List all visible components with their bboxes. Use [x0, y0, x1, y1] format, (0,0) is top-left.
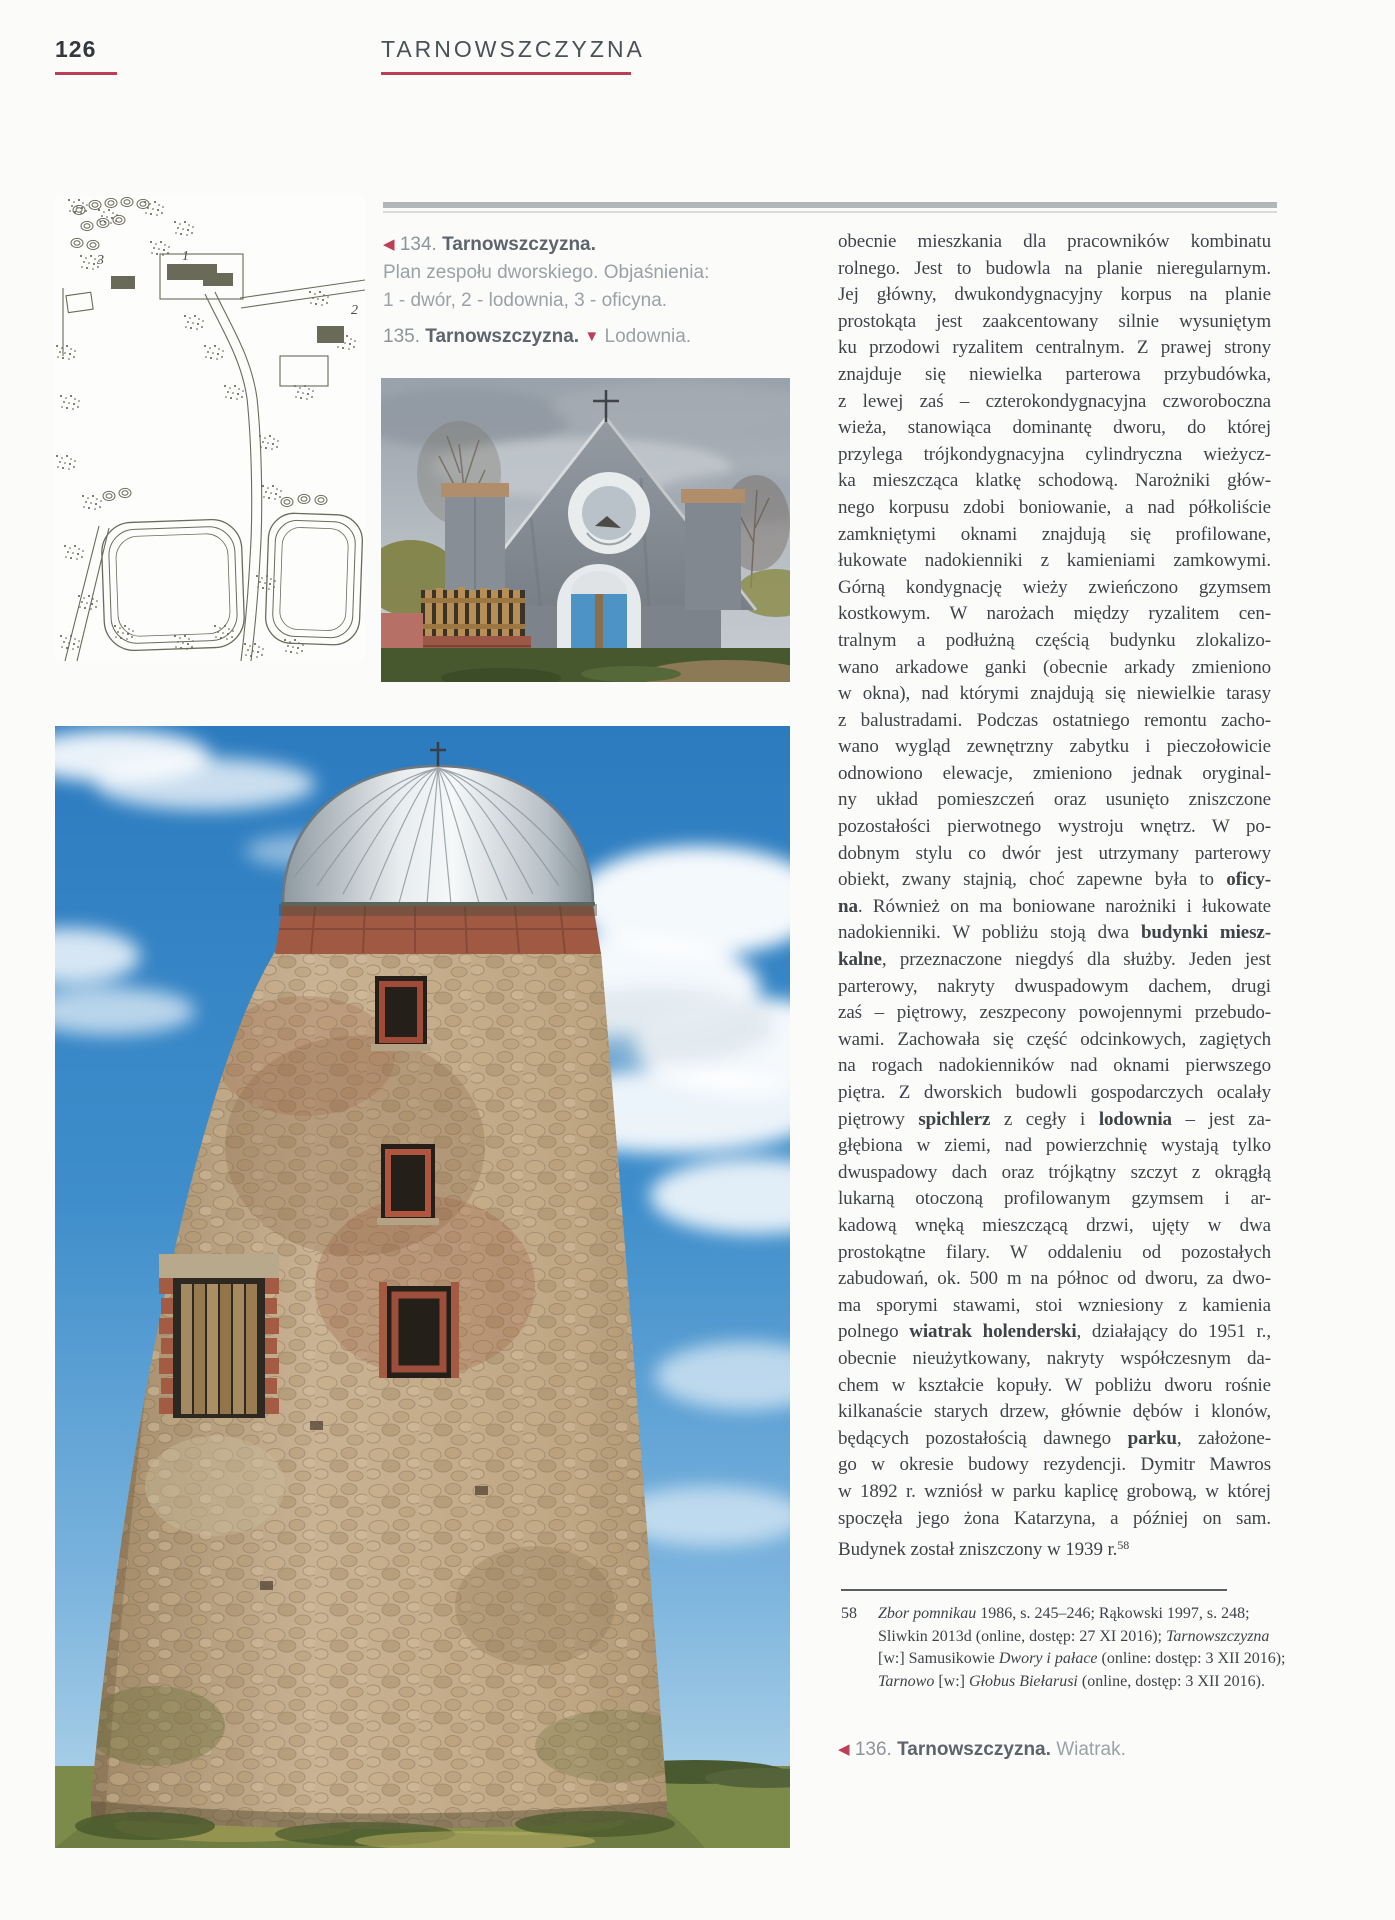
text-line: piętra. Z dworskich budowli gospodarczych ocalały	[838, 1082, 1271, 1103]
figure-label: Wiatrak.	[1056, 1739, 1126, 1760]
text-line: łukowate nadokienniki z kamieniami zamkowymi.	[838, 550, 1271, 572]
text-line: parterowy, nakryty dwuspadowym dachem, drugi	[838, 975, 1271, 997]
foreground-grass	[381, 648, 790, 682]
triangle-left-icon: ◀	[383, 236, 395, 253]
text-line: obecnie nieużytkowany, nakryty współczesnym da-	[838, 1347, 1271, 1369]
triangle-left-icon: ◀	[838, 1741, 850, 1758]
figure-number: 134.	[399, 234, 437, 255]
plan-label-1: 1	[182, 249, 189, 264]
text-line: polnego wiatrak holenderski, działający do 1951 r.,	[838, 1321, 1271, 1343]
text-line: kadową wnęką mieszczącą drzwi, ujęty w dwa	[838, 1214, 1271, 1236]
text-line: nego korpusu zdobi boniowanie, a nad półkoliście	[838, 496, 1271, 518]
text-line: ku przodowi ryzalitem centralnym. Z prawej strony	[838, 337, 1271, 359]
text-line: kalne, przeznaczone niegdyś dla służby. Jeden jest	[838, 949, 1271, 971]
page-header: TARNOWSZCZYZNA	[381, 36, 645, 62]
text-line: dobnym stylu co dwór jest utrzymany parterowy	[838, 842, 1271, 864]
text-line: wieża, stanowiąca dominantę dworu, do której	[838, 417, 1271, 439]
figure-134-caption-line3: 1 - dwór, 2 - lodownia, 3 - oficyna.	[383, 290, 668, 311]
windmill-photo	[55, 726, 790, 1848]
text-line: w 1892 r. wzniósł w parku kaplicę grobową, w której	[838, 1480, 1271, 1502]
top-rule-dark	[383, 202, 1277, 208]
oculus-window	[568, 472, 650, 554]
figure-134-caption-line1	[383, 231, 713, 259]
text-line: zabudowań, ok. 500 m na północ od dworu, za dwo-	[838, 1268, 1271, 1290]
arched-doorway	[557, 564, 641, 656]
footnote-rule	[841, 1589, 1227, 1591]
text-line: ma sporymi stawami, stoi wzniesiony z kamienia	[838, 1294, 1271, 1316]
top-rule-light	[383, 211, 1277, 213]
text-line: Górną kondygnację wieży zwieńczono gzymsem	[838, 576, 1271, 598]
lodownia-photo	[381, 378, 790, 682]
text-line: lukarną otoczoną profilowanym gzymsem i ar-	[838, 1188, 1271, 1210]
text-line: nadokienniki. W pobliżu stoją dwa budynki miesz-	[838, 922, 1271, 944]
text-line: obecnie mieszkania dla pracowników kombinatu	[838, 231, 1271, 252]
middle-window	[377, 1144, 439, 1225]
text-line: rolnego. Jest to budowla na planie nieregularnym.	[838, 257, 1271, 279]
upper-window	[371, 976, 431, 1051]
text-line: przylega trójkondygnacyjna cylindryczna wieżycz-	[838, 443, 1271, 465]
footnote-number: 58	[841, 1605, 857, 1622]
figure-place: Tarnowszczyzna.	[425, 326, 580, 347]
text-line: obiekt, zwany stajnią, choć zapewne była to oficy-	[838, 869, 1271, 891]
wooden-door	[159, 1254, 279, 1418]
body-text	[838, 229, 1271, 1559]
plan-label-2: 2	[351, 303, 358, 318]
text-line: kilkanaście starych drzew, głównie dębów i klonów,	[838, 1401, 1271, 1423]
figure-134-caption-line2: Plan zespołu dworskiego. Objaśnienia:	[383, 262, 710, 283]
text-line: wami. Zachowała się część odcinkowych, zagiętych	[838, 1028, 1271, 1050]
figure-number: 135.	[383, 326, 420, 347]
text-line: tralnym a podłużną częścią budynku zlokalizo-	[838, 629, 1271, 651]
text-line: wano wygląd zewnętrzny zabytku i pieczołowicie	[838, 736, 1271, 758]
text-line: dwuspadowy dach oraz trójkątny szczyt z okrągłą	[838, 1161, 1271, 1183]
figure-place: Tarnowszczyzna.	[897, 1739, 1051, 1760]
text-line: chem w kształcie kopuły. W pobliżu dworu rośnie	[838, 1374, 1271, 1396]
text-line: na rogach nadokienników nad oknami pierwszego	[838, 1055, 1271, 1077]
text-line: na. Również on ma boniowane narożniki i łukowate	[838, 895, 1271, 917]
text-line: zaś – piętrowy, zeszpecony powojennymi przebudo-	[838, 1002, 1271, 1024]
page-header-underline	[381, 72, 631, 75]
text-line: Zbor pomnikau 1986, s. 245–246; Rąkowski 1997, s. 248;	[878, 1605, 1250, 1622]
text-line: z lewej zaś – czterokondygnacyjna czworoboczna	[838, 390, 1271, 412]
text-line: ny układ pomieszczeń oraz usunięto zniszczone	[838, 789, 1271, 811]
page-number: 126	[55, 36, 97, 62]
figure-135-caption	[383, 323, 743, 351]
text-line: odnowiono elewacje, zmieniono jednak oryginal-	[838, 762, 1271, 784]
text-line: Budynek został zniszczony w 1939 r.$^{58}$	[838, 1538, 1130, 1561]
text-line: spoczęła jego żona Katarzyna, a później on sam.	[838, 1507, 1271, 1529]
text-line: wano arkadowe ganki (obecnie arkady zmieniono	[838, 656, 1271, 678]
triangle-down-icon: ▼	[584, 328, 600, 345]
figure-label: Lodownia.	[604, 326, 692, 347]
text-line: w okna), nad którymi znajdują się niewielkie tarasy	[838, 683, 1271, 705]
text-line: Jej główny, dwukondygnacyjny korpus na planie	[838, 284, 1271, 306]
text-line: głębiona w ziemi, nad powierzchnię wystają tylko	[838, 1135, 1271, 1157]
text-line: Tarnowo [w:] Głobus Biełarusi (online, dostęp: 3 XII 2016).	[878, 1672, 1265, 1690]
footnote-text	[878, 1603, 1286, 1693]
text-line: [w:] Samusikowie Dwory i pałace (online: dostęp: 3 XII 2016);	[878, 1650, 1286, 1668]
figure-134-caption	[383, 231, 713, 315]
text-line: znajduje się niewielka parterowa przybudówka,	[838, 363, 1271, 385]
text-line: zamkniętymi oknami znajdują się profilowane,	[838, 523, 1271, 545]
plan-label-3: 3	[97, 253, 104, 268]
text-line: Sliwkin 2013d (online, dostęp: 27 XI 2016); Tarnowszczyzna	[878, 1627, 1270, 1645]
lower-opening	[379, 1282, 459, 1378]
text-line: go w okresie budowy rezydencji. Dymitr Mawros	[838, 1454, 1271, 1476]
text-line: pozostałości pierwotnego wystroju wnętrz. W po-	[838, 816, 1271, 838]
text-line: prostokąta jest zaakcentowany silnie wysuniętym	[838, 310, 1271, 332]
footnote	[841, 1603, 1286, 1693]
text-line: prostokątne filary. W oddaleniu od pozostałych	[838, 1241, 1271, 1263]
figure-136-caption	[838, 1736, 1238, 1764]
text-line: ka mieszcząca klatkę schodową. Narożniki głów-	[838, 470, 1271, 492]
figure-place: Tarnowszczyzna.	[442, 234, 596, 255]
text-line: z balustradami. Podczas ostatniego remontu zacho-	[838, 709, 1271, 731]
text-line: kostkowym. W narożach między ryzalitem cen-	[838, 603, 1271, 625]
text-line: będących pozostałością dawnego parku, założone-	[838, 1427, 1271, 1449]
text-line: piętrowy spichlerz z cegły i lodownia – jest za-	[838, 1108, 1272, 1130]
page-number-underline	[55, 72, 117, 75]
figure-number: 136.	[854, 1739, 892, 1760]
site-plan-figure	[55, 196, 365, 661]
